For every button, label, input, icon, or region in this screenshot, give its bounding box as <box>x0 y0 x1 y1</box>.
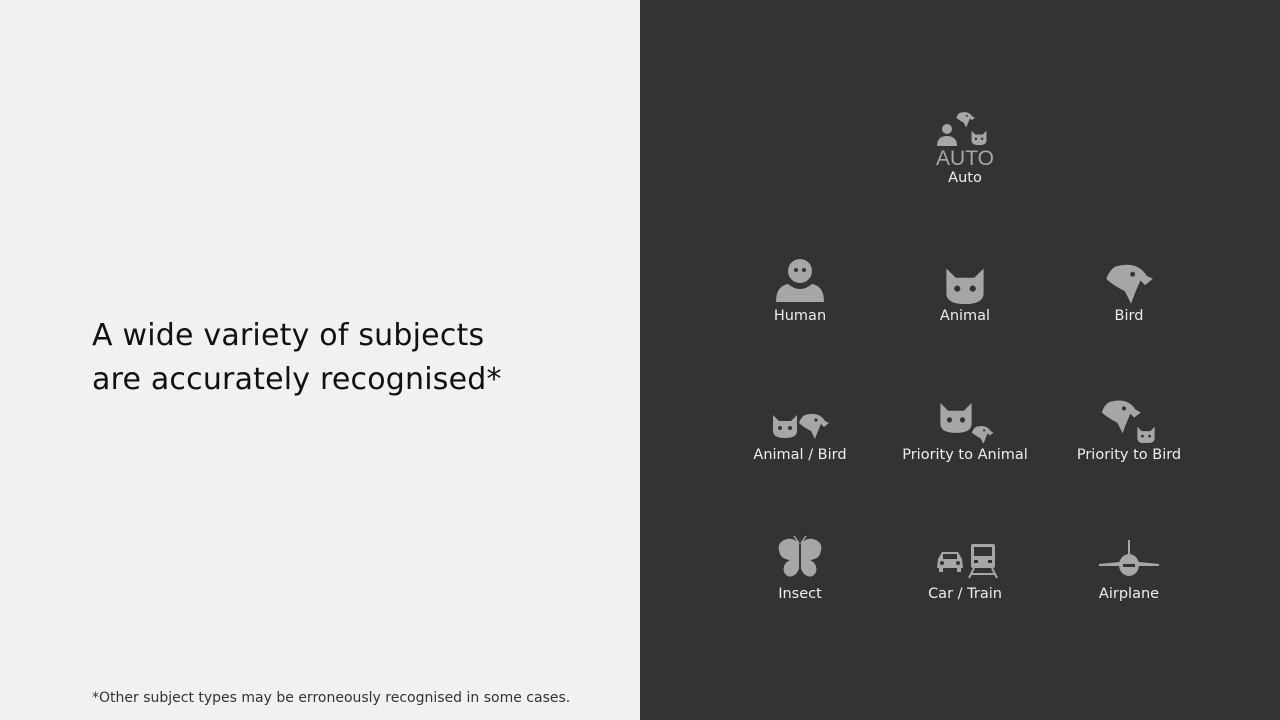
footnote: *Other subject types may be erroneously recognised in some cases. <box>92 690 571 706</box>
priority-bird-icon <box>1094 395 1164 443</box>
auto-icon-text: AUTO <box>936 147 994 166</box>
mode-label-car-train: Car / Train <box>928 586 1002 602</box>
mode-label-animal-bird: Animal / Bird <box>753 447 847 463</box>
mode-label-auto: Auto <box>948 170 982 186</box>
headline <box>92 314 502 402</box>
animal-icon <box>937 256 993 304</box>
mode-label-animal: Animal <box>939 308 991 324</box>
bird-icon <box>1101 256 1157 304</box>
human-icon <box>772 256 828 304</box>
mode-label-priority-animal: Priority to Animal <box>902 447 1028 463</box>
mode-auto <box>865 106 1065 186</box>
auto-icon <box>930 106 1000 166</box>
animal-bird-icon <box>765 395 835 443</box>
mode-label-human: Human <box>773 308 827 324</box>
airplane-icon <box>1097 534 1161 582</box>
mode-label-bird: Bird <box>1114 308 1144 324</box>
car-train-icon <box>930 534 1000 582</box>
mode-airplane <box>1029 534 1229 602</box>
insect-icon <box>772 534 828 582</box>
headline-line-2: are accurately recognised* <box>92 362 502 397</box>
priority-animal-icon <box>930 395 1000 443</box>
mode-label-airplane: Airplane <box>1098 586 1160 602</box>
mode-priority-bird <box>1029 395 1229 463</box>
subject-modes-panel <box>640 0 1280 720</box>
mode-label-priority-bird: Priority to Bird <box>1076 447 1182 463</box>
mode-bird <box>1029 256 1229 324</box>
headline-line-1: A wide variety of subjects <box>92 318 485 353</box>
mode-label-insect: Insect <box>778 586 822 602</box>
